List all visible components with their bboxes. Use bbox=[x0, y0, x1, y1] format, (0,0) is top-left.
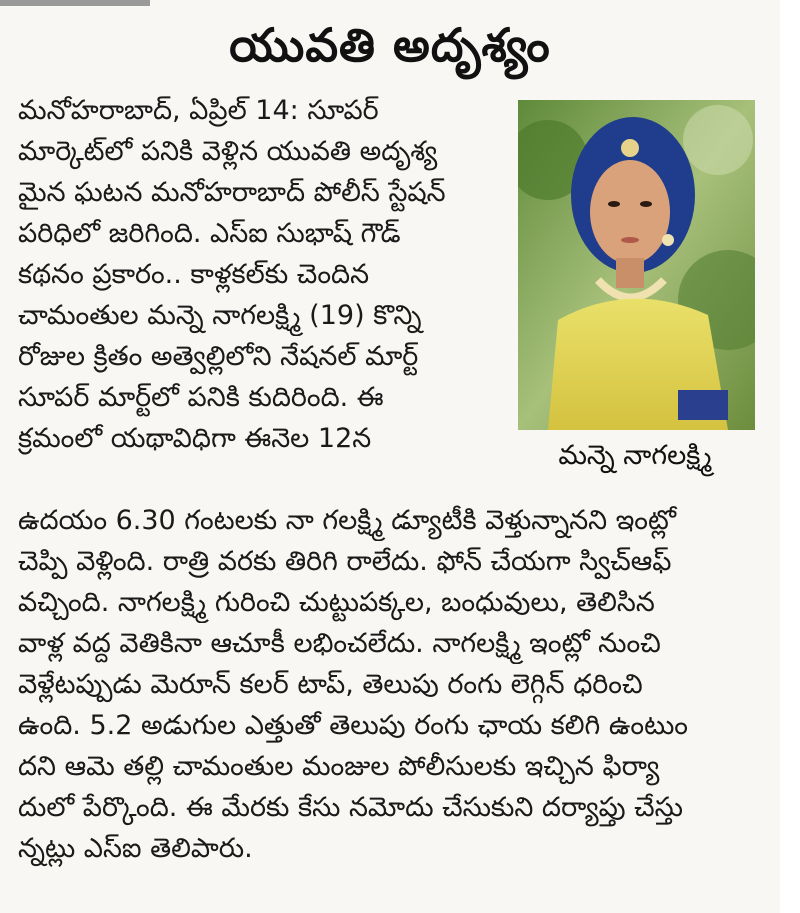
article-body-top bbox=[18, 90, 510, 459]
page-margin bbox=[780, 0, 800, 913]
body-line: వాళ్ల వద్ద వెతికినా ఆచూకీ లభించలేదు. నాగలక్ష్మి ఇంట్లో నుంచి bbox=[18, 628, 661, 659]
body-line: ఉంది. 5.2 అడుగుల ఎత్తుతో తెలుపు రంగు ఛాయ కలిగి ఉంటుం bbox=[18, 710, 688, 741]
article-body-bottom bbox=[18, 500, 768, 869]
body-line: వెళ్లేటప్పుడు మెరూన్ కలర్ టాప్, తెలుపు రంగు లెగ్గిన్ ధరించి bbox=[18, 669, 643, 700]
body-line: దని ఆమె తల్లి చామంతుల మంజుల పోలీసులకు ఇచ్చిన ఫిర్యా bbox=[18, 751, 660, 782]
portrait-illustration bbox=[518, 100, 755, 430]
body-line: రోజుల క్రితం అత్వెల్లిలోని నేషనల్ మార్ట్ bbox=[18, 341, 419, 372]
body-line: సూపర్ మార్ట్‌లో పనికి కుదిరింది. ఈ bbox=[18, 382, 384, 413]
headline: యువతి అదృశ్యం bbox=[229, 18, 551, 72]
body-line: చామంతుల మన్నె నాగలక్ష్మి (19) కొన్ని bbox=[18, 300, 422, 331]
top-rule bbox=[0, 0, 150, 6]
body-line: కథనం ప్రకారం.. కాళ్లకల్‌కు చెందిన bbox=[18, 259, 370, 290]
body-line: పరిధిలో జరిగింది. ఎస్ఐ సుభాష్ గౌడ్ bbox=[18, 218, 401, 249]
body-line: ఉదయం 6.30 గంటలకు నా గలక్ష్మి డ్యూటీకి వెళ్తున్నానని ఇంట్లో bbox=[18, 505, 677, 536]
body-line: మైన ఘటన మనోహరాబాద్ పోలీస్ స్టేషన్ bbox=[18, 177, 446, 208]
body-line: న్నట్లు ఎస్ఐ తెలిపారు. bbox=[18, 833, 253, 864]
body-line: దులో పేర్కొంది. ఈ మేరకు కేసు నమోదు చేసుకుని దర్యాప్తు చేస్తు bbox=[18, 792, 683, 823]
body-line: మనోహరాబాద్, ఏప్రిల్ 14: సూపర్ bbox=[18, 95, 379, 126]
photo-caption: మన్నె నాగలక్ష్మి bbox=[558, 440, 712, 471]
body-line: చెప్పి వెళ్లింది. రాత్రి వరకు తిరిగి రాలేదు. ఫోన్ చేయగా స్విచ్ఆఫ్ bbox=[18, 546, 672, 577]
body-line: క్రమంలో యథావిధిగా ఈనెల 12న bbox=[18, 423, 372, 454]
body-line: వచ్చింది. నాగలక్ష్మి గురించి చుట్టుపక్కల, బంధువులు, తెలిసిన bbox=[18, 587, 655, 618]
portrait-photo bbox=[518, 100, 755, 430]
body-line: మార్కెట్‌లో పనికి వెళ్లిన యువతి అదృశ్య bbox=[18, 136, 438, 167]
